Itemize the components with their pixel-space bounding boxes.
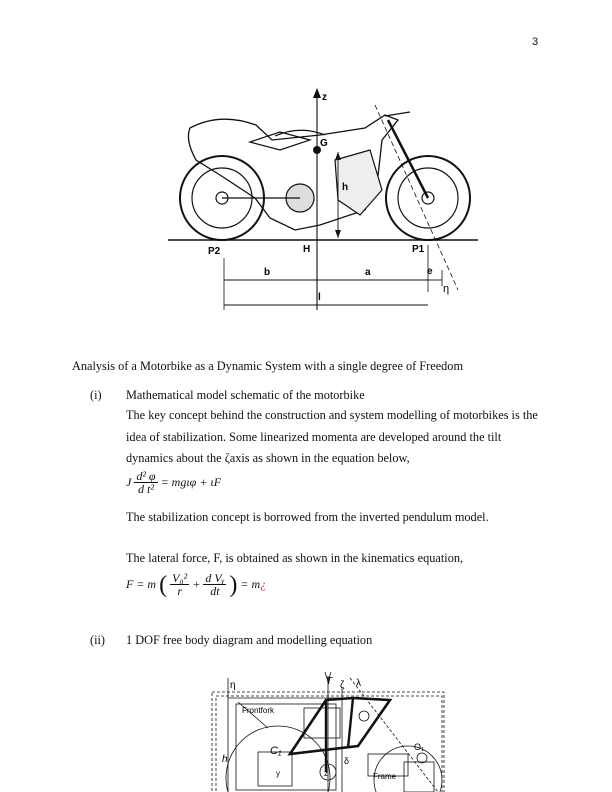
section-2-number: (ii) bbox=[90, 633, 106, 647]
paragraph-line: The stabilization concept is borrowed from the inverted pendulum model. bbox=[126, 510, 489, 524]
fig2-label-z: z bbox=[324, 769, 328, 778]
eq1-fraction bbox=[134, 470, 157, 496]
eq2-numerator-2: d Vᵧ bbox=[205, 571, 225, 585]
equation-tilt-dynamics bbox=[126, 470, 221, 496]
label-z: z bbox=[322, 92, 327, 103]
paragraph-line: dynamics about the ζaxis as shown in the equation below, bbox=[126, 451, 410, 465]
label-P1: P1 bbox=[412, 244, 425, 255]
paragraph-line: The lateral force, F, is obtained as shown in the kinematics equation, bbox=[126, 551, 464, 565]
label-eta: η bbox=[443, 283, 450, 295]
eq1-denominator: d t² bbox=[137, 482, 154, 496]
label-e: e bbox=[427, 266, 433, 277]
label-l: l bbox=[318, 292, 321, 303]
eq2-fraction-1 bbox=[170, 572, 189, 598]
section-heading: Analysis of a Motorbike as a Dynamic System with a single degree of Freedom bbox=[72, 359, 464, 373]
paragraph-line: The key concept behind the construction and system modelling of motorbikes is the bbox=[126, 408, 538, 422]
fig2-label-frame: Frame bbox=[373, 772, 397, 781]
eq2-denominator-2: dt bbox=[210, 584, 220, 598]
fig2-label-zeta: ζ bbox=[340, 680, 345, 691]
motorbike-drawing bbox=[180, 112, 470, 240]
label-b: b bbox=[264, 267, 271, 278]
eq2-rhs: = m bbox=[240, 576, 261, 591]
eq1-numerator: d² φ bbox=[136, 469, 156, 483]
paragraph-line: idea of stabilization. Some linearized momenta are developed around the tilt bbox=[126, 430, 502, 444]
label-G: G bbox=[320, 138, 328, 149]
fig2-label-y: y bbox=[276, 769, 280, 778]
fig2-label-T: T bbox=[326, 676, 333, 687]
equation-lateral-force: F = m ( $\frac{\text{V₀²}}{r}$ + $\frac{\text{d Vᵧ}}{dt}$ ) = m¿ bbox=[126, 571, 267, 598]
fig2-label-lambda: λ bbox=[356, 678, 361, 689]
eq1-rhs: = mgιφ + ιF bbox=[160, 474, 222, 489]
eq2-numerator-1: V₀² bbox=[172, 571, 188, 585]
eq2-plus: + bbox=[192, 576, 201, 591]
eq2-fraction-2 bbox=[203, 572, 226, 598]
eq1-J: J bbox=[126, 474, 132, 489]
eq2-tail: ¿ bbox=[260, 576, 267, 591]
label-H: H bbox=[303, 244, 311, 255]
eq2-denominator-1: r bbox=[177, 584, 182, 598]
fig2-label-eta: η bbox=[230, 680, 236, 691]
section-2-title: 1 DOF free body diagram and modelling equation bbox=[126, 633, 373, 647]
label-P2: P2 bbox=[208, 246, 221, 257]
motorbike-geometry-figure bbox=[160, 80, 490, 320]
fig2-label-C1: C₁ bbox=[270, 745, 282, 757]
fig2-label-delta: δ bbox=[344, 756, 350, 766]
free-body-diagram-figure bbox=[208, 668, 448, 792]
label-a: a bbox=[365, 267, 371, 278]
eq2-lhs: F = m bbox=[126, 576, 157, 591]
section-1-number: (i) bbox=[90, 388, 102, 402]
section-1-title: Mathematical model schematic of the motorbike bbox=[126, 388, 365, 402]
label-h: h bbox=[342, 182, 349, 193]
fig2-label-O1: O₁ bbox=[414, 742, 425, 752]
page-number: 3 bbox=[532, 36, 539, 48]
fig2-label-frontfork: Frontfork bbox=[242, 706, 275, 715]
fig2-label-h: h bbox=[222, 754, 228, 765]
